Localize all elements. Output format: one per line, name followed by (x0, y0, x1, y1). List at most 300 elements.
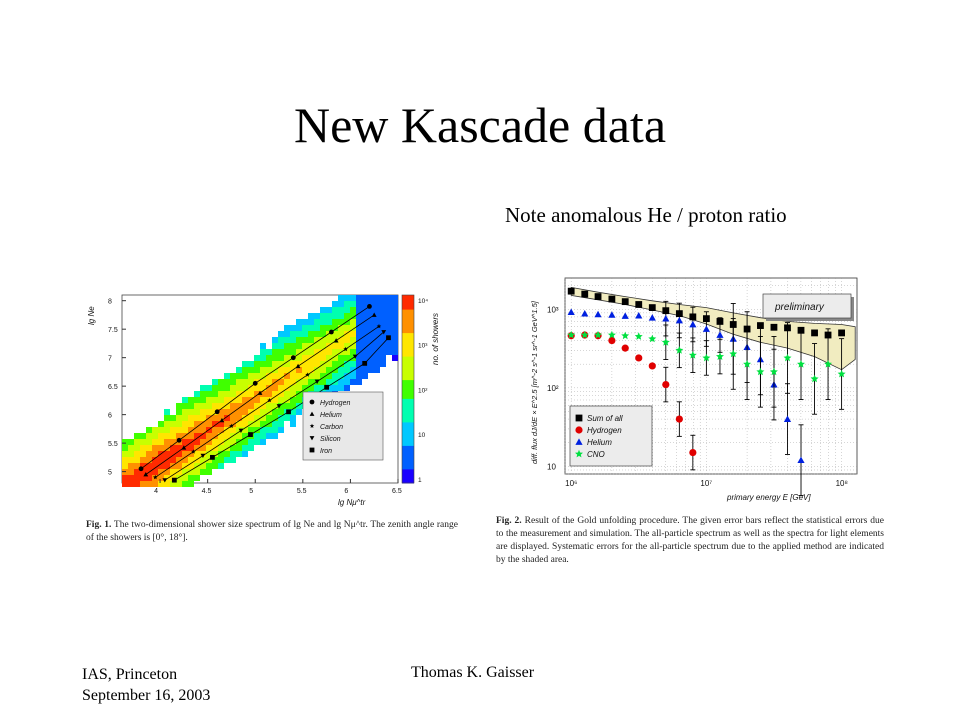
density-cell (212, 439, 218, 445)
density-cell (296, 343, 302, 349)
colorbar-segment (402, 408, 414, 413)
density-cell (224, 379, 230, 385)
density-cell (248, 427, 254, 433)
density-cell (380, 337, 386, 343)
density-cell (314, 373, 320, 379)
density-cell (134, 481, 140, 487)
density-cell (176, 463, 182, 469)
density-cell (392, 301, 398, 307)
density-cell (224, 397, 230, 403)
density-cell (212, 415, 218, 421)
y-tick-label: 6.5 (108, 384, 118, 392)
density-cell (152, 451, 158, 457)
density-cell (266, 391, 272, 397)
density-cell (272, 373, 278, 379)
density-cell (140, 445, 146, 451)
density-cell (368, 361, 374, 367)
density-cell (356, 295, 362, 301)
density-cell (122, 439, 128, 445)
slide-title: New Kascade data (293, 97, 667, 153)
density-cell (224, 373, 230, 379)
density-cell (236, 385, 242, 391)
density-cell (200, 469, 206, 475)
x-tick-label: 10⁷ (700, 479, 713, 488)
density-cell (374, 319, 380, 325)
density-cell (248, 361, 254, 367)
density-cell (308, 313, 314, 319)
density-cell (182, 415, 188, 421)
density-cell (290, 361, 296, 367)
x-axis-label: lg Nμ^tr (338, 498, 366, 507)
density-cell (314, 361, 320, 367)
density-cell (284, 403, 290, 409)
density-cell (170, 427, 176, 433)
density-cell (302, 337, 308, 343)
point-sum-of-all (635, 301, 642, 308)
density-cell (248, 439, 254, 445)
density-cell (218, 403, 224, 409)
point-iron (172, 478, 177, 483)
density-cell (308, 331, 314, 337)
density-cell (380, 325, 386, 331)
density-cell (290, 415, 296, 421)
density-cell (338, 295, 344, 301)
density-cell (230, 457, 236, 463)
density-cell (212, 427, 218, 433)
colorbar-segment (402, 413, 414, 418)
figure-1-caption (86, 519, 458, 545)
colorbar-segment (402, 333, 414, 338)
legend-label: CNO (587, 450, 605, 459)
density-cell (254, 367, 260, 373)
preliminary-label: preliminary (775, 302, 824, 313)
density-cell (362, 325, 368, 331)
x-tick-label: 6.5 (392, 488, 402, 495)
density-cell (278, 385, 284, 391)
density-cell (380, 349, 386, 355)
point-sum-of-all (595, 293, 602, 300)
density-cell (248, 367, 254, 373)
density-cell (146, 433, 152, 439)
density-cell (290, 397, 296, 403)
density-cell (284, 337, 290, 343)
density-cell (290, 403, 296, 409)
density-cell (140, 481, 146, 487)
density-cell (128, 481, 134, 487)
point-iron (324, 385, 329, 390)
density-cell (392, 337, 398, 343)
density-cell (272, 355, 278, 361)
density-cell (236, 373, 242, 379)
density-cell (182, 427, 188, 433)
density-cell (380, 361, 386, 367)
density-cell (386, 301, 392, 307)
colorbar-segment (402, 314, 414, 319)
density-cell (338, 337, 344, 343)
colorbar-segment (402, 300, 414, 305)
point-hydrogen (608, 337, 615, 344)
density-cell (224, 385, 230, 391)
density-cell (200, 445, 206, 451)
y-axis-label: lg Ne (87, 306, 96, 325)
density-cell (242, 379, 248, 385)
density-cell (158, 427, 164, 433)
density-cell (392, 343, 398, 349)
legend-label: Iron (320, 448, 333, 455)
density-cell (176, 421, 182, 427)
density-cell (230, 403, 236, 409)
density-cell (314, 313, 320, 319)
x-axis-label: primary energy E [GeV] (727, 493, 811, 502)
colorbar-segment (402, 422, 414, 427)
density-cell (278, 343, 284, 349)
density-cell (338, 367, 344, 373)
y-tick-label: 5.5 (108, 441, 118, 449)
x-tick-label: 10⁶ (565, 479, 578, 488)
footer-venue (82, 664, 210, 706)
density-cell (254, 361, 260, 367)
point-hydrogen (215, 409, 220, 414)
legend-marker (310, 400, 315, 405)
density-cell (230, 391, 236, 397)
density-cell (290, 421, 296, 427)
density-cell (350, 373, 356, 379)
density-cell (332, 319, 338, 325)
density-cell (338, 301, 344, 307)
density-cell (140, 433, 146, 439)
density-cell (242, 367, 248, 373)
legend-label: Hydrogen (587, 426, 622, 435)
legend-label: Carbon (320, 424, 343, 431)
colorbar-segment (402, 450, 414, 455)
figure-1-caption-label: Fig. 1. (86, 520, 112, 530)
density-cell (374, 361, 380, 367)
x-tick-label: 5 (249, 488, 254, 495)
density-cell (272, 343, 278, 349)
density-cell (128, 463, 134, 469)
point-sum-of-all (771, 324, 778, 331)
density-cell (164, 433, 170, 439)
density-cell (344, 379, 350, 385)
density-cell (350, 331, 356, 337)
colorbar-segment (402, 403, 414, 408)
density-cell (128, 457, 134, 463)
density-cell (146, 451, 152, 457)
density-cell (260, 361, 266, 367)
point-iron (248, 432, 253, 437)
point-sum-of-all (622, 298, 629, 305)
density-cell (272, 337, 278, 343)
density-cell (266, 433, 272, 439)
density-cell (374, 301, 380, 307)
density-cell (392, 295, 398, 301)
density-cell (386, 307, 392, 313)
density-cell (278, 409, 284, 415)
point-hydrogen (676, 415, 683, 422)
density-cell (260, 409, 266, 415)
density-cell (284, 343, 290, 349)
density-cell (272, 433, 278, 439)
density-cell (296, 325, 302, 331)
colorbar-segment (402, 337, 414, 342)
density-cell (356, 313, 362, 319)
density-cell (344, 385, 350, 391)
density-cell (254, 355, 260, 361)
density-cell (350, 337, 356, 343)
density-cell (368, 319, 374, 325)
density-cell (194, 427, 200, 433)
density-cell (206, 433, 212, 439)
slide-note: Note anomalous He / proton ratio (505, 203, 787, 227)
density-cell (344, 313, 350, 319)
density-cell (326, 349, 332, 355)
density-cell (368, 337, 374, 343)
density-cell (272, 391, 278, 397)
colorbar-segment (402, 319, 414, 324)
density-cell (266, 403, 272, 409)
density-cell (194, 397, 200, 403)
density-cell (284, 379, 290, 385)
density-cell (158, 433, 164, 439)
density-cell (254, 397, 260, 403)
density-cell (176, 481, 182, 487)
point-iron (286, 409, 291, 414)
density-cell (128, 451, 134, 457)
density-cell (122, 445, 128, 451)
density-cell (314, 343, 320, 349)
density-cell (332, 343, 338, 349)
density-cell (278, 331, 284, 337)
density-cell (248, 415, 254, 421)
figure-1-heatmap (86, 285, 466, 525)
colorbar-segment (402, 361, 414, 366)
density-cell (152, 427, 158, 433)
density-cell (242, 439, 248, 445)
density-cell (332, 373, 338, 379)
density-cell (164, 409, 170, 415)
density-cell (260, 397, 266, 403)
density-cell (260, 427, 266, 433)
density-cell (296, 397, 302, 403)
density-cell (254, 385, 260, 391)
point-sum-of-all (838, 330, 845, 337)
density-cell (392, 355, 398, 361)
density-cell (368, 355, 374, 361)
density-cell (188, 397, 194, 403)
density-cell (290, 373, 296, 379)
y-tick-label: 5 (108, 469, 112, 477)
density-cell (206, 409, 212, 415)
density-cell (338, 385, 344, 391)
legend-label: Hydrogen (320, 400, 351, 407)
density-cell (194, 391, 200, 397)
density-cell (272, 427, 278, 433)
point-hydrogen (329, 330, 334, 335)
density-cell (380, 301, 386, 307)
density-cell (266, 367, 272, 373)
density-cell (344, 295, 350, 301)
density-cell (320, 367, 326, 373)
density-cell (170, 421, 176, 427)
density-cell (236, 379, 242, 385)
density-cell (260, 355, 266, 361)
density-cell (278, 421, 284, 427)
density-cell (320, 319, 326, 325)
density-cell (338, 313, 344, 319)
density-cell (278, 367, 284, 373)
density-cell (176, 427, 182, 433)
density-cell (140, 451, 146, 457)
colorbar-segment (402, 304, 414, 309)
figure-2-caption (496, 515, 884, 567)
density-cell (392, 319, 398, 325)
density-cell (332, 313, 338, 319)
density-cell (326, 337, 332, 343)
density-cell (194, 451, 200, 457)
density-cell (392, 325, 398, 331)
density-cell (164, 451, 170, 457)
density-cell (176, 415, 182, 421)
density-cell (152, 433, 158, 439)
point-iron (362, 361, 367, 366)
density-cell (356, 331, 362, 337)
colorbar-segment (402, 295, 414, 300)
density-cell (320, 355, 326, 361)
density-cell (254, 433, 260, 439)
density-cell (260, 367, 266, 373)
density-cell (260, 385, 266, 391)
density-cell (134, 433, 140, 439)
density-cell (266, 349, 272, 355)
point-sum-of-all (608, 296, 615, 303)
density-cell (170, 433, 176, 439)
density-cell (212, 463, 218, 469)
density-cell (188, 475, 194, 481)
density-cell (164, 421, 170, 427)
density-cell (302, 319, 308, 325)
density-cell (362, 367, 368, 373)
density-cell (158, 421, 164, 427)
density-cell (320, 313, 326, 319)
density-cell (200, 403, 206, 409)
density-cell (296, 385, 302, 391)
density-cell (320, 307, 326, 313)
figure-2-spectrum (515, 268, 875, 508)
density-cell (236, 433, 242, 439)
colorbar-segment (402, 366, 414, 371)
density-cell (260, 343, 266, 349)
density-cell (128, 469, 134, 475)
density-cell (188, 433, 194, 439)
density-cell (284, 349, 290, 355)
density-cell (260, 433, 266, 439)
density-cell (260, 349, 266, 355)
density-cell (176, 409, 182, 415)
density-cell (236, 367, 242, 373)
point-hydrogen (177, 438, 182, 443)
density-cell (356, 373, 362, 379)
density-cell (308, 325, 314, 331)
colorbar-segment (402, 464, 414, 469)
density-cell (350, 349, 356, 355)
point-sum-of-all (581, 291, 588, 298)
density-cell (170, 457, 176, 463)
density-cell (164, 439, 170, 445)
density-cell (380, 295, 386, 301)
density-cell (380, 307, 386, 313)
density-cell (266, 379, 272, 385)
colorbar-segment (402, 328, 414, 333)
point-iron (210, 455, 215, 460)
point-hydrogen (139, 466, 144, 471)
density-cell (272, 385, 278, 391)
density-cell (338, 343, 344, 349)
density-cell (224, 421, 230, 427)
density-cell (182, 481, 188, 487)
density-cell (362, 355, 368, 361)
density-cell (224, 391, 230, 397)
density-cell (128, 475, 134, 481)
density-cell (284, 391, 290, 397)
density-cell (356, 301, 362, 307)
density-cell (356, 379, 362, 385)
density-cell (182, 421, 188, 427)
colorbar-segment (402, 351, 414, 356)
density-cell (164, 427, 170, 433)
y-tick-label: 8 (108, 298, 112, 306)
density-cell (272, 421, 278, 427)
density-cell (338, 307, 344, 313)
density-cell (242, 385, 248, 391)
density-cell (188, 409, 194, 415)
density-cell (350, 301, 356, 307)
density-cell (332, 385, 338, 391)
density-cell (236, 445, 242, 451)
colorbar-segment (402, 356, 414, 361)
point-sum-of-all (568, 288, 575, 295)
density-cell (152, 481, 158, 487)
density-cell (290, 349, 296, 355)
density-cell (290, 343, 296, 349)
density-cell (308, 361, 314, 367)
density-cell (308, 319, 314, 325)
colorbar-segment (402, 309, 414, 314)
colorbar (402, 295, 440, 484)
density-cell (374, 295, 380, 301)
density-cell (272, 349, 278, 355)
density-cell (296, 373, 302, 379)
colorbar-segment (402, 384, 414, 389)
density-cell (356, 325, 362, 331)
density-cell (164, 415, 170, 421)
density-cell (200, 391, 206, 397)
density-cell (146, 481, 152, 487)
density-cell (248, 445, 254, 451)
density-cell (182, 439, 188, 445)
density-cell (386, 295, 392, 301)
density-cell (380, 313, 386, 319)
density-cell (278, 355, 284, 361)
density-cell (284, 325, 290, 331)
density-cell (266, 415, 272, 421)
density-cell (218, 433, 224, 439)
density-cell (266, 355, 272, 361)
legend-label: Sum of all (587, 414, 623, 423)
density-cell (194, 409, 200, 415)
density-cell (194, 475, 200, 481)
density-cell (194, 415, 200, 421)
density-cell (128, 439, 134, 445)
